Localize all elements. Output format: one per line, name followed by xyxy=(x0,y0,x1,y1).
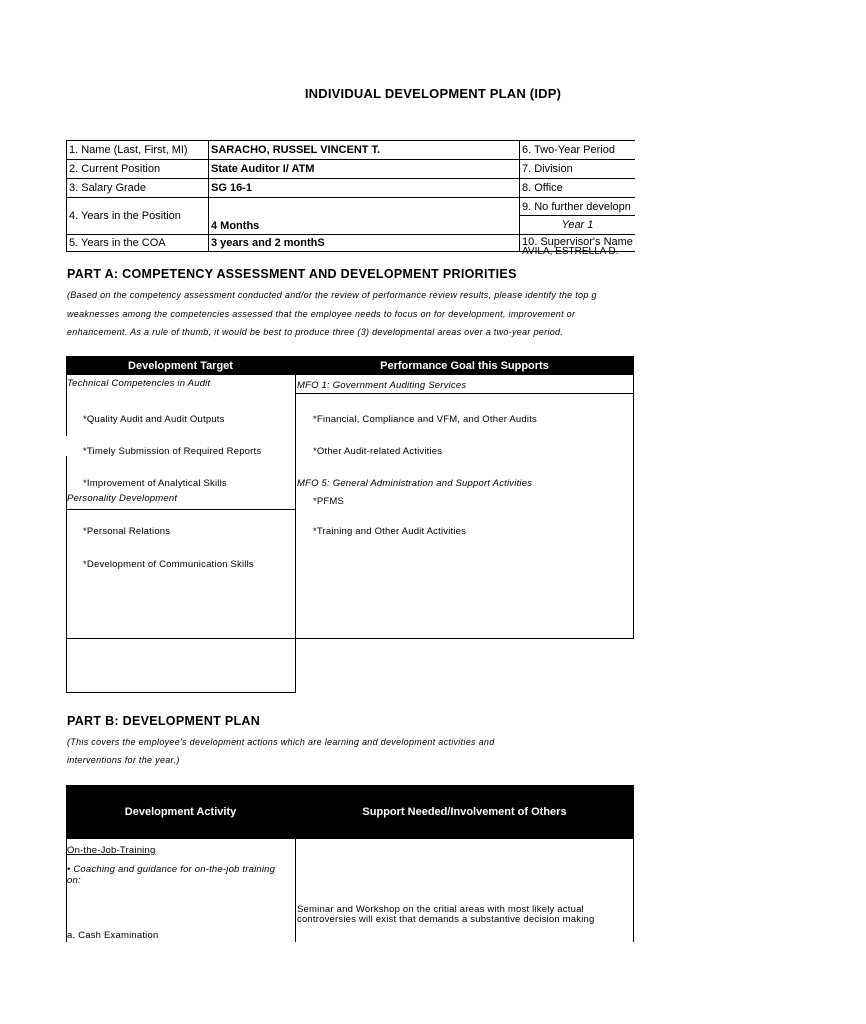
info-row-position xyxy=(67,160,635,179)
period-label: 6. Two-Year Period xyxy=(522,144,615,156)
mfo5-label: MFO 5: General Administration and Support Activities xyxy=(297,478,533,489)
target-item: *Quality Audit and Audit Outputs xyxy=(83,414,225,425)
grid-line xyxy=(66,692,296,693)
years-position-label: 4. Years in the Position xyxy=(67,198,209,234)
part-a-note-line-2: weaknesses among the competencies assessed that the employee needs to focus on for development, improvement or xyxy=(67,309,576,319)
supervisor-cell xyxy=(520,235,635,257)
coaching-line-2: on: xyxy=(67,875,81,886)
employee-info-table xyxy=(66,140,635,257)
name-value: SARACHO, RUSSEL VINCENT T. xyxy=(209,141,520,159)
grid-line xyxy=(295,393,634,394)
grid-line xyxy=(633,839,634,942)
supervisor-label: 10. Supervisor's Name xyxy=(522,236,633,248)
part-a-heading: PART A: COMPETENCY ASSESSMENT AND DEVELOPMENT PRIORITIES xyxy=(67,267,517,281)
personality-development-label: Personality Development xyxy=(67,493,178,504)
col-support-needed: Support Needed/Involvement of Others xyxy=(362,806,567,818)
cash-examination-label: a. Cash Examination xyxy=(67,930,159,941)
years-coa-label: 5. Years in the COA xyxy=(67,235,209,251)
salary-value: SG 16-1 xyxy=(209,179,520,197)
grid-line xyxy=(633,375,634,638)
part-b-heading: PART B: DEVELOPMENT PLAN xyxy=(67,714,261,728)
info-row-years-coa xyxy=(67,235,635,257)
salary-label: 3. Salary Grade xyxy=(67,179,209,197)
col-performance-goal: Performance Goal this Supports xyxy=(380,359,549,372)
tech-competencies-label: Technical Competencies in Audit xyxy=(67,378,211,389)
office-label: 8. Office xyxy=(522,182,563,194)
position-value: State Auditor I/ ATM xyxy=(209,160,520,178)
target-item: *Timely Submission of Required Reports xyxy=(83,446,262,457)
competency-table-header xyxy=(66,356,634,375)
years-coa-value: 3 years and 2 monthS xyxy=(209,235,520,251)
development-plan-header xyxy=(66,785,634,839)
grid-line xyxy=(295,375,296,693)
part-b-note-line-1: (This covers the employee's development actions which are learning and development activities and xyxy=(67,737,495,747)
support-line-1: Seminar and Workshop on the critial areas with most likely actual xyxy=(297,904,584,915)
target-item: *Development of Communication Skills xyxy=(83,559,254,570)
info-row-salary xyxy=(67,179,635,198)
ojt-label: On-the-Job-Training xyxy=(67,845,156,856)
target-item: *Improvement of Analytical Skills xyxy=(83,478,227,489)
mfo1-label: MFO 1: Government Auditing Services xyxy=(297,380,467,391)
target-item: *Personal Relations xyxy=(83,526,171,537)
no-further-label: 9. No further developn xyxy=(520,198,635,216)
grid-line xyxy=(295,839,296,942)
grid-line xyxy=(66,509,295,510)
no-further-cell xyxy=(520,198,635,234)
grid-gap xyxy=(66,436,67,456)
col-development-target: Development Target xyxy=(128,359,233,372)
info-row-name xyxy=(67,141,635,160)
coaching-line-1: • Coaching and guidance for on-the-job training xyxy=(67,864,276,875)
col-development-activity: Development Activity xyxy=(124,806,237,818)
name-label: 1. Name (Last, First, MI) xyxy=(67,141,209,159)
grid-line xyxy=(66,375,67,693)
years-position-value: 4 Months xyxy=(209,198,520,234)
competency-table xyxy=(66,356,634,693)
division-label: 7. Division xyxy=(522,163,573,175)
year1-label: Year 1 xyxy=(561,219,594,231)
goal-item: *Other Audit-related Activities xyxy=(313,446,443,457)
position-label: 2. Current Position xyxy=(67,160,209,178)
supervisor-value: AVILA, ESTRELLA D. xyxy=(522,246,619,257)
part-a-note-line-1: (Based on the competency assessment conducted and/or the review of performance review results, please identify the top g xyxy=(67,290,597,300)
page-title: INDIVIDUAL DEVELOPMENT PLAN (IDP) xyxy=(304,86,562,101)
part-a-note-line-3: enhancement. As a rule of thumb, it would be best to produce three (3) developmental areas over a two-year period. xyxy=(67,327,564,337)
goal-item: *PFMS xyxy=(313,496,345,507)
goal-item: *Financial, Compliance and VFM, and Other Audits xyxy=(313,414,537,425)
goal-item: *Training and Other Audit Activities xyxy=(313,526,467,537)
grid-line xyxy=(66,638,634,639)
part-b-note-line-2: interventions for the year.) xyxy=(67,755,180,765)
development-plan-table xyxy=(66,785,634,942)
support-line-2: controversies will exist that demands a substantive decision making xyxy=(297,914,595,925)
info-row-years-position xyxy=(67,198,635,235)
